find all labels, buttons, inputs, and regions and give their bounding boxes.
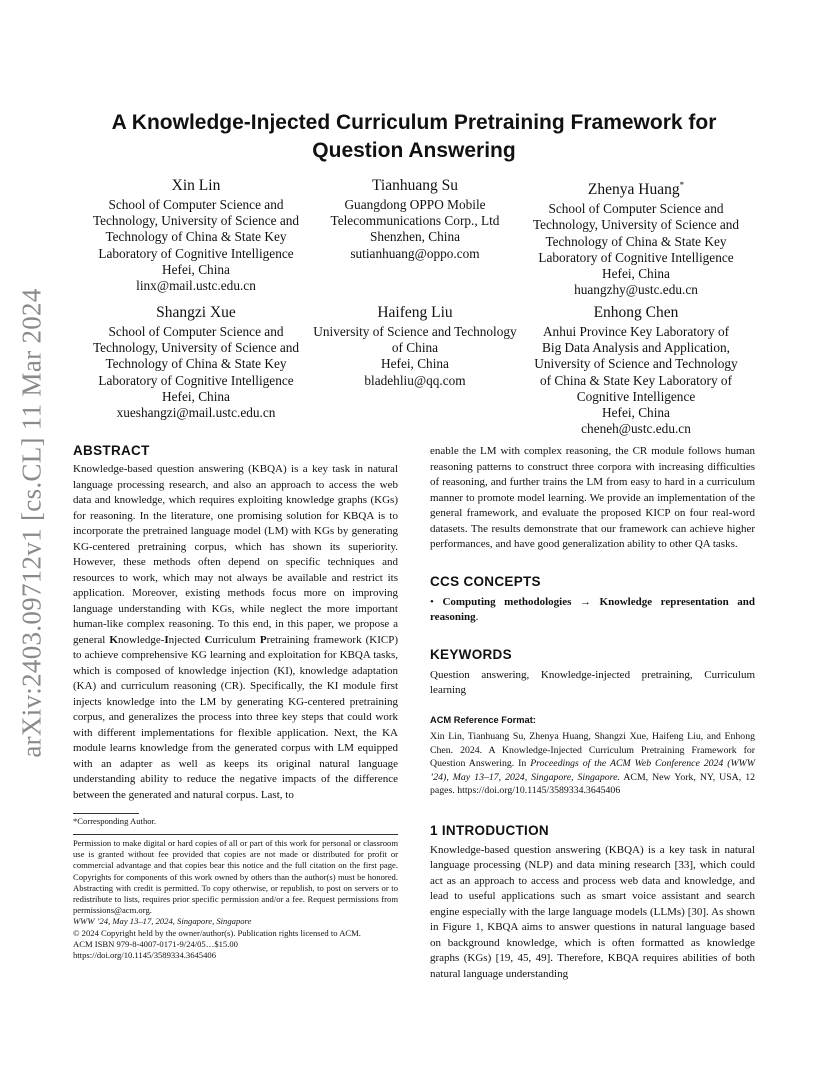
author-name: Haifeng Liu [377,304,453,321]
author-name: Shangzi Xue [156,304,236,321]
author-affiliation-line: School of Computer Science and [108,197,284,212]
footnote-rule [73,813,139,814]
author-affiliation-line: Anhui Province Key Laboratory of [542,324,730,339]
author-email: cheneh@ustc.edu.cn [581,421,691,437]
acm-ref-heading: ACM Reference Format: [430,714,536,725]
keywords-text: Question answering, Knowledge-injected pretraining, Curriculum learning [430,668,755,696]
author-email: sutianhuang@oppo.com [350,245,480,261]
right-column [430,444,755,982]
author-email: bladehliu@qq.com [364,372,466,388]
author-block [300,176,530,262]
abstract-text: Knowledge-based question answering (KBQA) is a key task in natural language processing research, and also an approach to access the web data and knowledge, which requires exploiting knowledge graphs (KGs) for reasoning. In the literature, one promising solution for KBQA is to incorporate the pretrained language model (LM) with KGs by generating KG-centered pretraining corpus, which has shown its superiority. However, these methods often depend on specific techniques and resources to work, which may not always be available and restrict its application. Moreover, existing methods focus more on improving language understanding with KGs, while neglect the more important human-like complex reasoning. To this end, in this paper, we propose a general Knowledge-Injected Curriculum Pretraining framework (KICP) to achieve comprehensive KG learning and exploitation for KBQA tasks, which is composed of knowledge injection (KI), knowledge adaptation (KA) and curriculum reasoning (CR). Specifically, the KI module first injects knowledge into the LM by generating KG-centered pretraining corpus, and generalizes the process into three key steps that could work with different implementations for flexible application. Next, the KA module learns knowledge from the generated corpus with LM equipped with an adapter as well as keeps its original natural language understanding ability to reduce the negative impacts of the difference between the generated and natural corpus. Last, to [73,463,399,801]
author-name-row [518,176,754,199]
acm-ref-text: Xin Lin, Tianhuang Su, Zhenya Huang, Shangzi Xue, Haifeng Liu, and Enhong Chen. 2024. A Knowledge-Injected Curriculum Pretraining Framework for Question Answering. In Proceedings of the ACM Web Conference 2024 (WWW ’24), May 13–17, 2024, Singapore, Singapore. ACM, New York, NY, USA, 12 pages. https://doi.org/10.1145/3589334.3645406 [430,731,755,797]
isbn-line: ACM ISBN 979-8-4007-0171-9/24/05…$15.00 [73,938,238,949]
keywords-heading: KEYWORDS [430,646,512,662]
author-affiliation-line: Cognitive Intelligence [576,388,696,404]
footnote-corresponding: *Corresponding Author. [73,816,157,826]
permission-text: Permission to make digital or hard copies of all or part of this work for personal or classroom use is granted without fee provided that copies are not made or distributed for profit or commercial advantage and that copies bear this notice and the full citation on the first page. Copyrights for components of this work owned by others than the author(s) must be honored. Abstracting with credit is permitted. To copy otherwise, or republish, to post on servers or to redistribute to lists, requires prior specific permission and/or a fee. Request permissions from permissions@acm.org. [73,838,398,916]
author-affiliation-line: Laboratory of Cognitive Intelligence [98,372,294,388]
author-block [300,303,530,389]
author-affiliation-line: School of Computer Science and [108,324,284,339]
author-block [518,303,754,437]
paper-title: A Knowledge-Injected Curriculum Pretraining Framework for Question Answering [111,111,717,162]
author-block [518,176,754,298]
author-affiliation-line: Hefei, China [162,261,230,277]
arxiv-id: arXiv:2403.09712v1 [cs.CL] 11 Mar 2024 [16,288,47,758]
author-affiliation-line: University of Science and Technology [534,356,738,372]
author-name: Xin Lin [171,177,221,194]
author-affiliation-line: Laboratory of Cognitive Intelligence [538,249,734,265]
doi-line: https://doi.org/10.1145/3589334.3645406 [73,950,216,961]
author-affiliation-line: Technology of China & State Key [105,229,287,245]
author-block [78,303,314,421]
abstract-continuation: enable the LM with complex reasoning, the CR module follows human reasoning patterns to construct three corpora with increasing difficulties of reasoning, and further trains the LM from easy to hard in a curriculum manner to promote model learning. We provide an implementation of the general framework, and evaluate the proposed KICP on four real-word datasets. The results demonstrate that our framework can achieve higher performances, and have good generalization ability to other QA tasks. [430,445,755,550]
author-affiliation-line: Hefei, China [162,388,230,404]
author-email: huangzhy@ustc.edu.cn [574,282,698,298]
intro-heading: 1 INTRODUCTION [430,822,549,838]
author-affiliation-line: University of Science and Technology [313,324,517,339]
conference-line: WWW ’24, May 13–17, 2024, Singapore, Singapore [73,916,252,927]
author-affiliation-line: School of Computer Science and [548,201,724,217]
author-name: Enhong Chen [593,304,679,321]
author-name: Zhenya Huang [587,181,680,199]
author-affiliation-line: Technology, University of Science and [92,213,300,229]
author-affiliation-line: Laboratory of Cognitive Intelligence [98,245,294,261]
permission-block [73,838,398,961]
ccs-heading: CCS CONCEPTS [430,573,541,589]
left-column [73,442,398,803]
author-affiliation-line: Hefei, China [381,356,449,372]
author-affiliation-line: Big Data Analysis and Application, [542,340,730,356]
corresponding-mark: * [679,180,685,190]
author-affiliation-line: Guangdong OPPO Mobile [344,197,486,212]
author-affiliation-line: of China & State Key Laboratory of [539,372,732,388]
permission-rule [73,834,398,835]
author-affiliation-line: Technology, University of Science and [532,217,740,233]
copyright-line: © 2024 Copyright held by the owner/author(s). Publication rights licensed to ACM. [73,927,361,938]
abstract-heading: ABSTRACT [73,443,150,458]
author-affiliation-line: Technology, University of Science and [92,340,300,356]
intro-text: Knowledge-based question answering (KBQA) is a key task in natural language processing (NLP) and data mining research [33], which could act as an approach to access and process web data and knowledge, and lead to useful applications such as smart voice assistant and search engine especially with the large language models (LLMs) [30]. As shown in Figure 1, KBQA aims to answer questions in natural language based on background knowledge, which is often formatted as knowledge graphs (KGs) [19, 45, 49]. Therefore, KBQA requires abilities of both natural language understanding [430,843,755,980]
author-affiliation-line: of China [391,340,439,356]
author-affiliation-line: Technology of China & State Key [105,356,287,372]
author-affiliation-line: Hefei, China [602,405,670,421]
author-name: Tianhuang Su [372,177,458,194]
ccs-text: • Computing methodologies → Knowledge representation and reasoning. [430,595,755,623]
author-email: xueshangzi@mail.ustc.edu.cn [116,405,276,421]
author-affiliation-line: Hefei, China [602,265,670,281]
author-block [78,176,314,294]
author-affiliation-line: Shenzhen, China [369,229,461,245]
author-affiliation-line: Telecommunications Corp., Ltd [330,213,500,229]
arxiv-stamp [14,288,50,758]
author-email: linx@mail.ustc.edu.cn [136,278,256,294]
author-affiliation-line: Technology of China & State Key [545,233,727,249]
